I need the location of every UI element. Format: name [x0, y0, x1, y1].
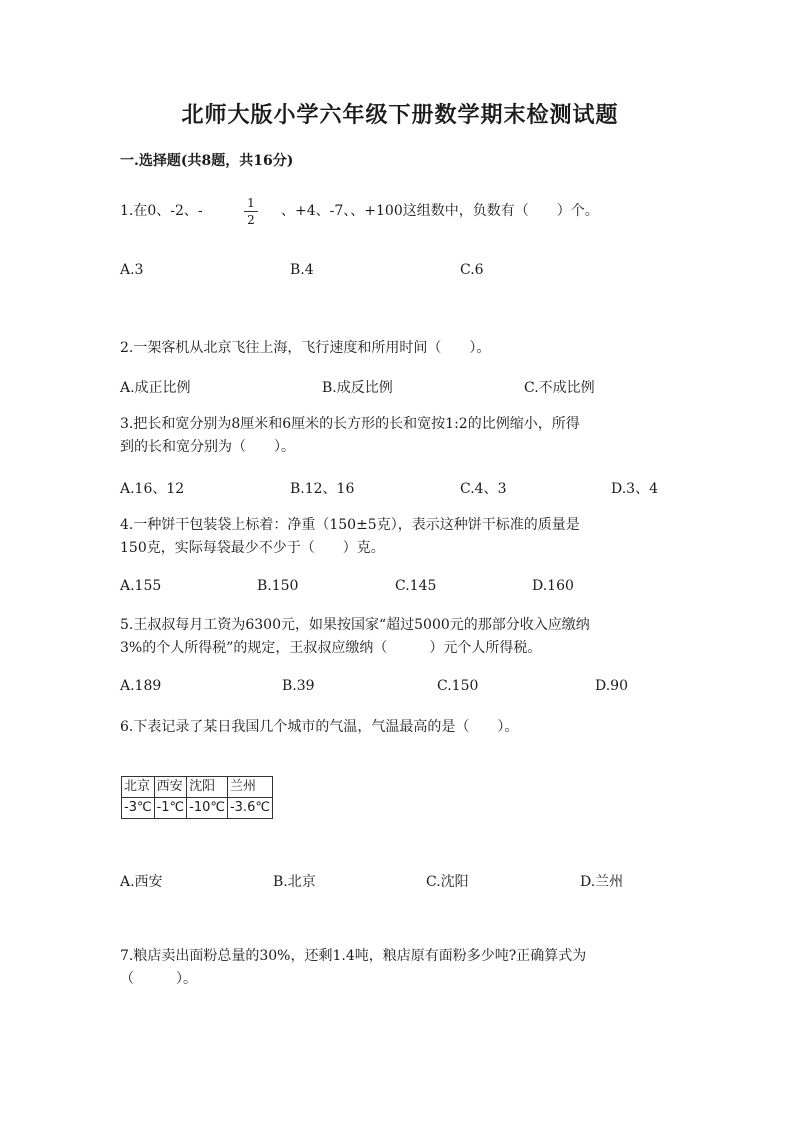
- table-cell-temp: -10℃: [187, 798, 228, 819]
- q4-option-c[interactable]: C.145: [395, 578, 437, 594]
- q2-option-a[interactable]: A.成正比例: [120, 380, 191, 396]
- question-5-line-2: 3%的个人所得税”的规定，王叔叔应缴纳（ ）元个人所得税。: [120, 640, 542, 656]
- q4-option-b[interactable]: B.150: [257, 578, 299, 594]
- question-2-text: 2.一架客机从北京飞往上海，飞行速度和所用时间（ ）。: [120, 340, 491, 356]
- question-3-line-1: 3.把长和宽分别为8厘米和6厘米的长方形的长和宽按1:2的比例缩小，所得: [120, 416, 580, 432]
- section-heading: 一.选择题(共8题，共16分): [120, 153, 294, 169]
- q5-option-a[interactable]: A.189: [120, 678, 162, 694]
- table-cell-city: 西安: [154, 777, 187, 798]
- question-4-line-1: 4.一种饼干包装袋上标着：净重（150±5克），表示这种饼干标准的质量是: [120, 517, 580, 533]
- table-cell-temp: -3.6℃: [227, 798, 272, 819]
- q6-option-c[interactable]: C.沈阳: [426, 874, 469, 890]
- q5-option-b[interactable]: B.39: [282, 678, 315, 694]
- q1-option-c[interactable]: C.6: [460, 262, 484, 278]
- question-6-text: 6.下表记录了某日我国几个城市的气温，气温最高的是（ ）。: [120, 719, 519, 735]
- q5-option-d[interactable]: D.90: [595, 678, 628, 694]
- q1-option-a[interactable]: A.3: [120, 262, 144, 278]
- fraction-bar: [244, 211, 258, 212]
- q5-option-c[interactable]: C.150: [437, 678, 479, 694]
- question-1-text-start: 1.在0、-2、-: [120, 203, 203, 219]
- q6-option-b[interactable]: B.北京: [273, 874, 316, 890]
- question-1-text-end: 、+4、-7、、+100这组数中，负数有（ ）个。: [281, 203, 599, 219]
- temperature-table: [121, 776, 273, 819]
- q3-option-b[interactable]: B.12、16: [290, 481, 355, 497]
- table-cell-temp: -1℃: [154, 798, 187, 819]
- table-cell-city: 北京: [122, 777, 155, 798]
- q1-option-b[interactable]: B.4: [290, 262, 314, 278]
- question-5-line-1: 5.王叔叔每月工资为6300元，如果按国家“超过5000元的那部分收入应缴纳: [120, 617, 590, 633]
- q3-option-a[interactable]: A.16、12: [120, 481, 185, 497]
- page-title: 北师大版小学六年级下册数学期末检测试题: [181, 102, 619, 128]
- table-header-row: [122, 777, 273, 798]
- q2-option-c[interactable]: C.不成比例: [524, 380, 595, 396]
- q4-option-a[interactable]: A.155: [120, 578, 162, 594]
- q6-option-a[interactable]: A.西安: [120, 874, 163, 890]
- fraction-numerator: 1: [247, 196, 255, 210]
- q3-option-c[interactable]: C.4、3: [460, 481, 507, 497]
- fraction-denominator: 2: [247, 213, 255, 227]
- question-3-line-2: 到的长和宽分别为（ ）。: [120, 439, 295, 455]
- table-row: [122, 798, 273, 819]
- table-cell-city: 沈阳: [187, 777, 228, 798]
- table-cell-city: 兰州: [227, 777, 272, 798]
- question-7-line-2: （ ）。: [120, 971, 197, 987]
- question-7-line-1: 7.粮店卖出面粉总量的30%，还剩1.4吨，粮店原有面粉多少吨?正确算式为: [120, 948, 587, 964]
- q6-option-d[interactable]: D.兰州: [580, 874, 624, 890]
- q2-option-b[interactable]: B.成反比例: [322, 380, 393, 396]
- question-4-line-2: 150克，实际每袋最少不少于（ ）克。: [120, 540, 385, 556]
- q4-option-d[interactable]: D.160: [532, 578, 574, 594]
- table-cell-temp: -3℃: [122, 798, 155, 819]
- fraction-one-half: [244, 196, 258, 227]
- q3-option-d[interactable]: D.3、4: [611, 481, 658, 497]
